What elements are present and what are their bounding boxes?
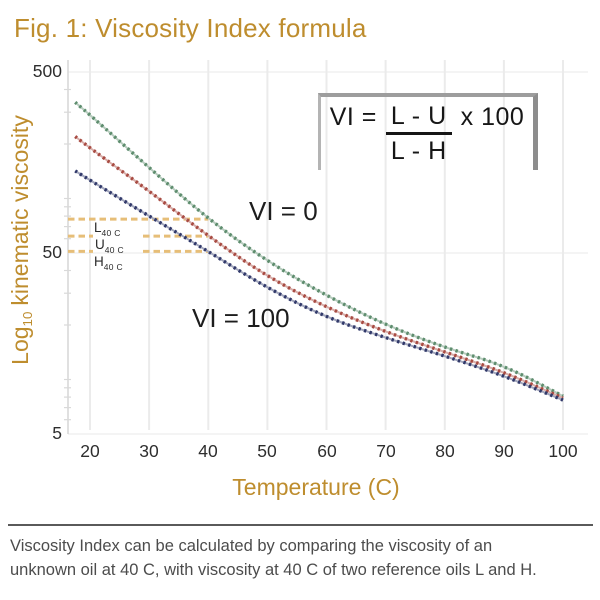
x-tick-label: 50 [257,441,277,461]
footer-divider [8,524,593,526]
y-axis-title-log: Log [7,326,33,365]
formula-lhs: VI = [329,103,377,131]
figure-title: Fig. 1: Viscosity Index formula [14,13,367,43]
ref-subscript: 40 C [104,244,124,255]
ref-line-label-L40C [94,220,121,238]
formula-fraction [386,102,452,166]
formula-multiplier: x 100 [460,103,525,131]
y-axis-title-rest: kinematic viscosity [7,115,33,306]
ref-line-label-H40C [94,254,123,272]
x-tick-label: 100 [548,441,578,461]
annotation-vi-0: VI = 0 [249,196,318,226]
y-axis-title [7,115,35,365]
x-tick-label: 80 [435,441,455,461]
annotation-vi-100: VI = 100 [192,303,290,333]
x-tick-label: 70 [376,441,396,461]
footer-caption-line1: Viscosity Index can be calculated by comparing the viscosity of an [10,537,493,555]
ref-letter: H [94,254,104,269]
x-axis-title: Temperature (C) [232,474,400,500]
ref-subscript: 40 C [103,261,123,272]
y-tick-label: 500 [32,61,62,81]
x-tick-label: 60 [317,441,337,461]
ref-letter: U [95,237,105,252]
y-tick-label: 5 [52,423,62,443]
ref-subscript: 40 C [101,227,121,238]
footer-caption-line2: unknown oil at 40 C, with viscosity at 40 C of two reference oils L and H. [10,560,537,579]
x-tick-label: 40 [198,441,218,461]
x-tick-label: 30 [139,441,159,461]
y-axis-title-subscript: 10 [20,311,35,327]
x-tick-label: 90 [494,441,514,461]
footer-caption [10,535,596,582]
formula-denominator: L - H [390,137,447,165]
vi-formula [330,102,525,166]
vi-formula-box [318,93,538,170]
formula-numerator: L - U [386,102,452,135]
ref-letter: L [94,220,102,235]
y-tick-label: 50 [42,242,62,262]
x-tick-label: 20 [80,441,100,461]
ref-line-label-U40C [95,237,124,255]
